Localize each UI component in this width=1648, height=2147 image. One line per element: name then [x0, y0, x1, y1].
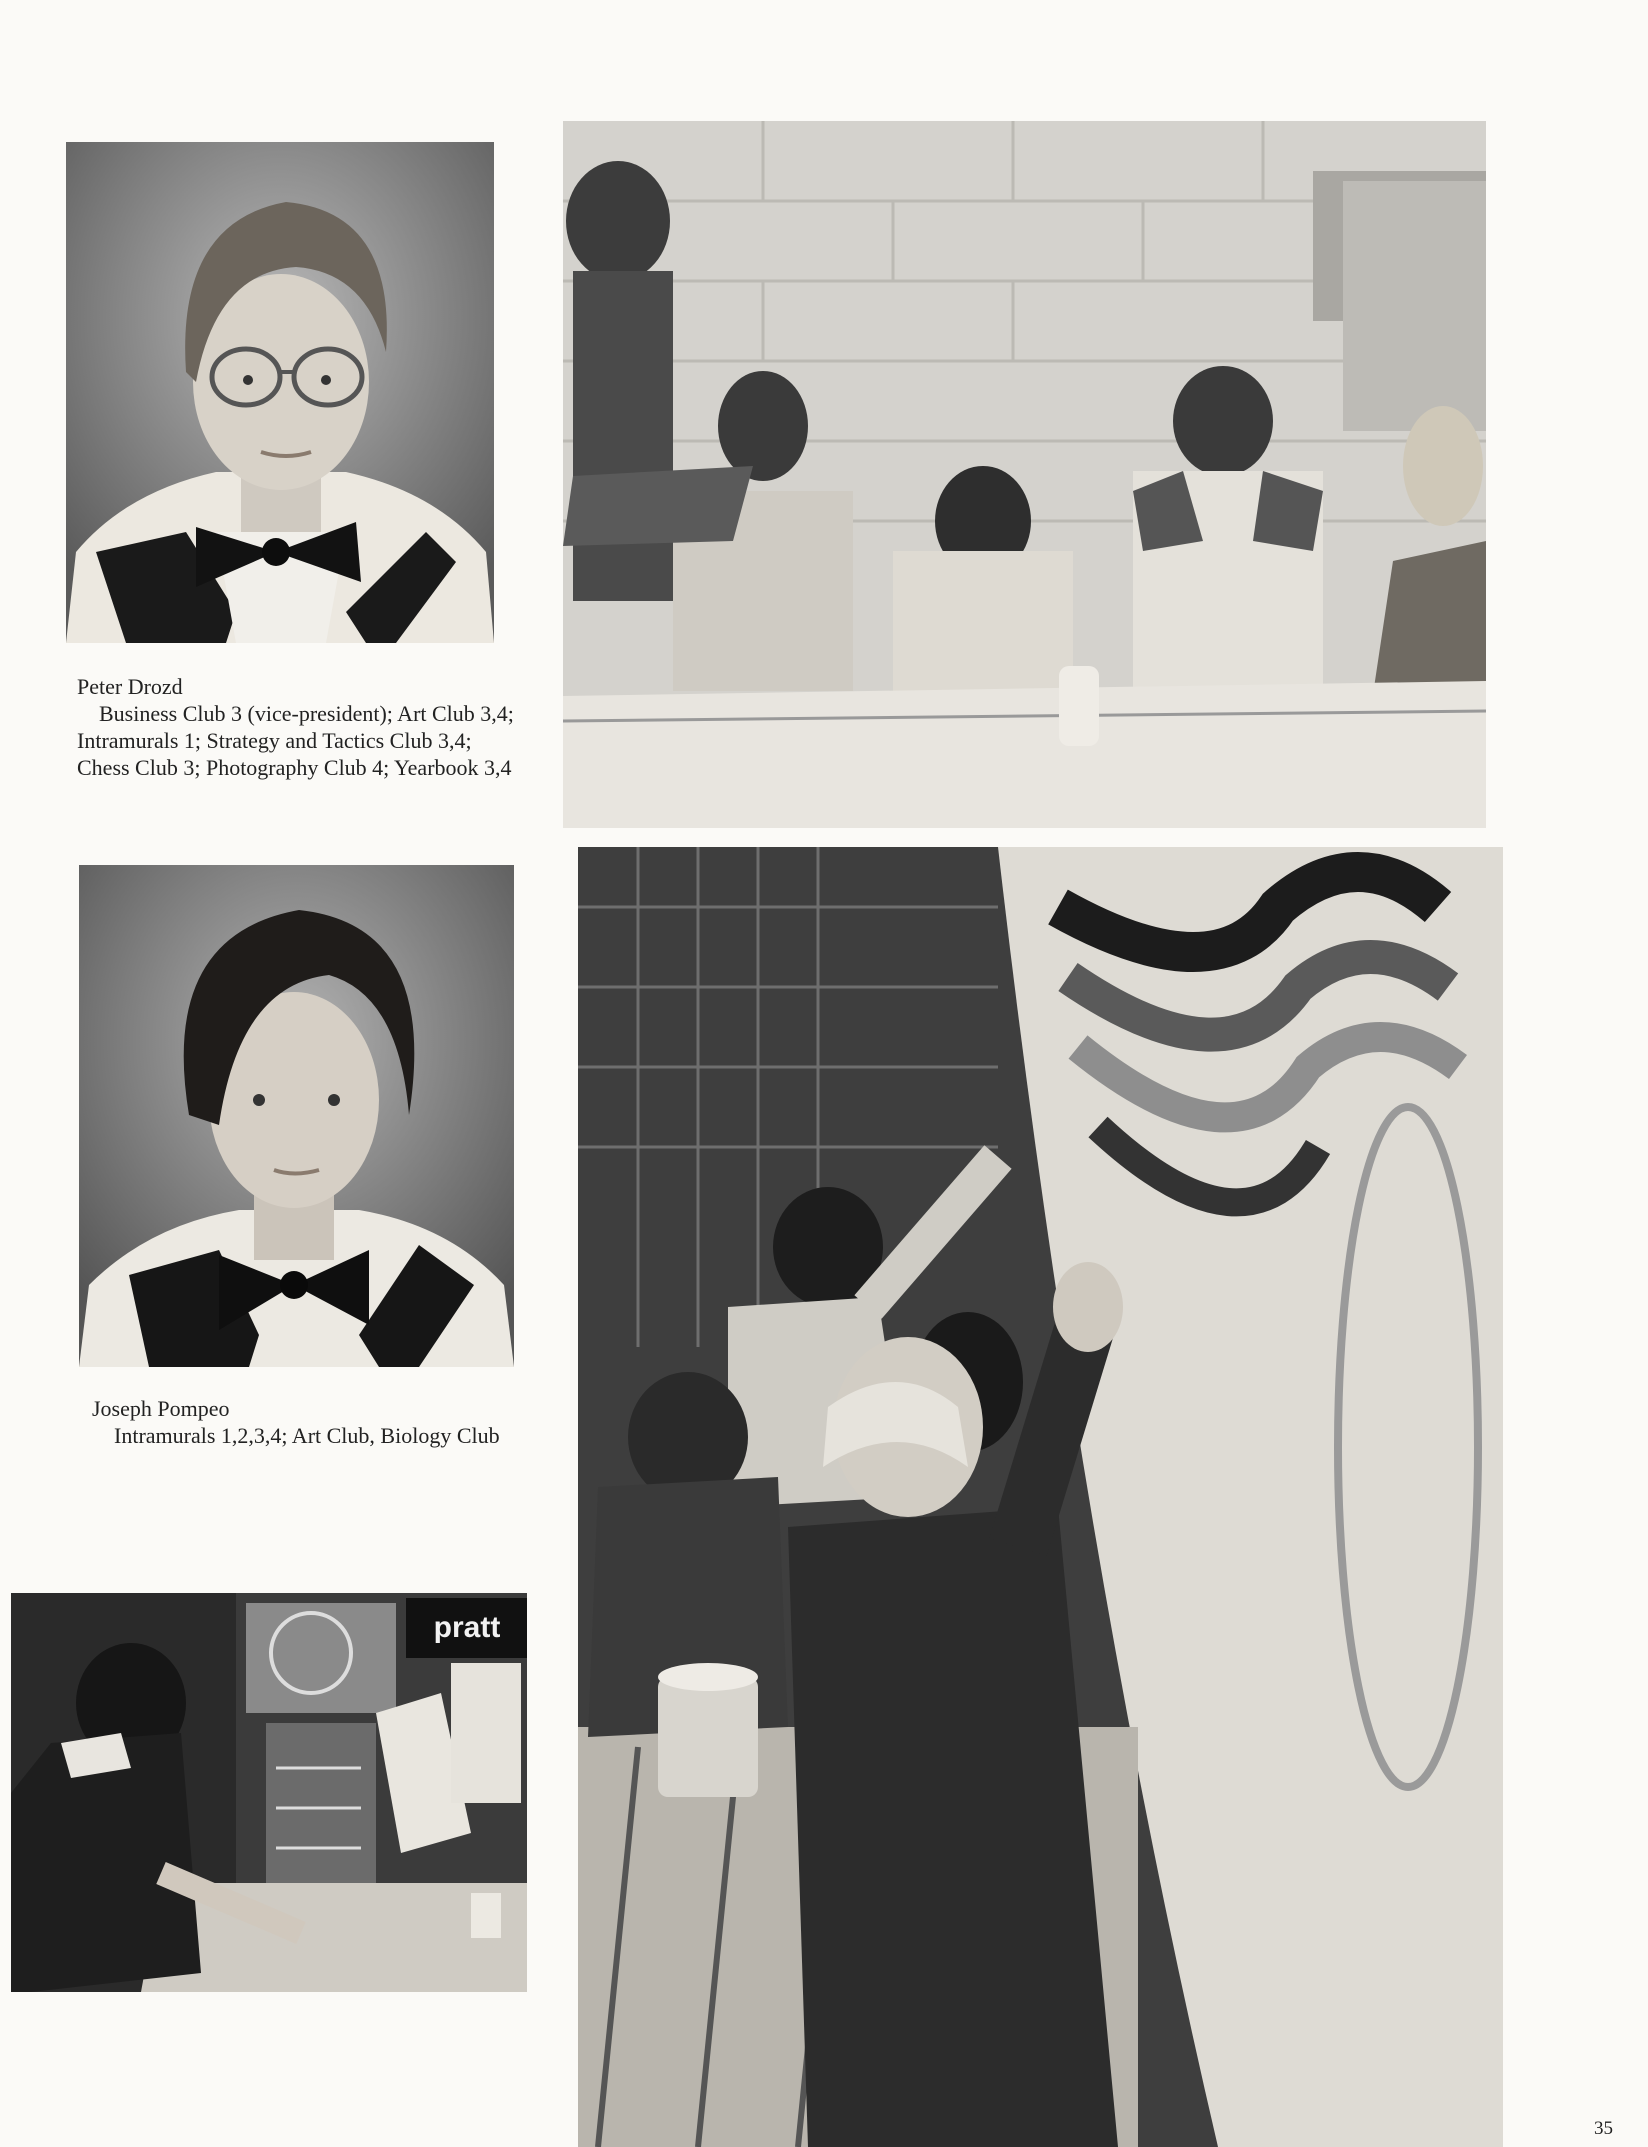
- photo-bulletin-board: [11, 1593, 527, 1992]
- portrait-peter-drozd: [66, 142, 494, 643]
- senior-activities: Intramurals 1,2,3,4; Art Club, Biology Club: [114, 1423, 500, 1448]
- caption-joseph-pompeo: [92, 1395, 522, 1449]
- page-number: 35: [1594, 2118, 1613, 2139]
- senior-activities: Business Club 3 (vice-president); Art Club 3,4; Intramurals 1; Strategy and Tactics Club 3,4; Chess Club 3; Photography Club 4; Yearbook 3,4: [77, 701, 514, 780]
- photo-art-club-table: [563, 121, 1486, 828]
- senior-name: Peter Drozd: [77, 674, 183, 699]
- portrait-joseph-pompeo: [79, 865, 514, 1367]
- senior-name: Joseph Pompeo: [92, 1396, 230, 1421]
- caption-peter-drozd: [77, 673, 517, 781]
- photo-mural-painting: [578, 847, 1503, 2147]
- pratt-sign: pratt: [433, 1611, 501, 1644]
